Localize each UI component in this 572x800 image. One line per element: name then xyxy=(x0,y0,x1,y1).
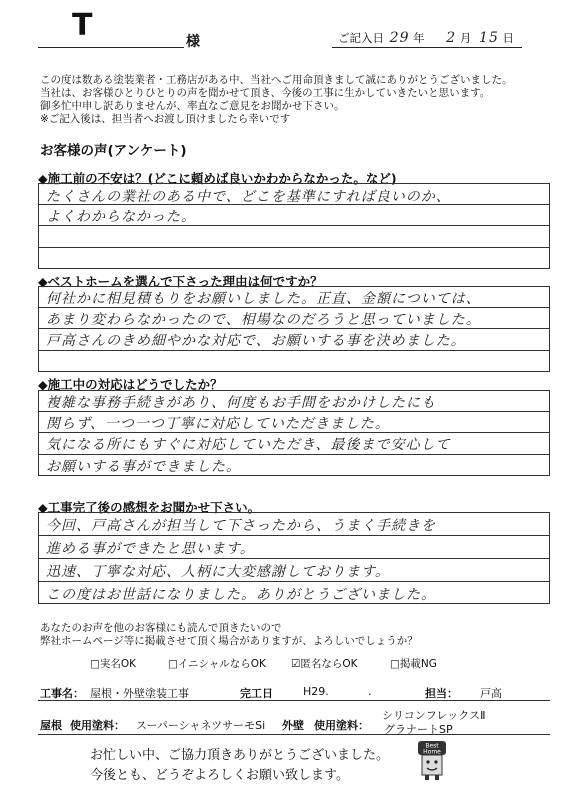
answer-2-line-3: 戸高さんのきめ細やかな対応で、お願いする事を決めました。 xyxy=(46,333,466,349)
checkbox-icon[interactable]: □ xyxy=(390,658,400,670)
work-label: 工事名： xyxy=(40,687,84,700)
wall-label: 外壁 xyxy=(282,719,304,732)
intro-line-1: この度は数ある塗装業者・工務店がある中、当社へご用命頂きまして誠にありがとうございました。 xyxy=(40,74,513,86)
consent-line-1: あなたのお声を他のお客様にも読んで頂きたいので xyxy=(40,622,282,634)
day-unit: 日 xyxy=(502,31,515,45)
date-year: 29 xyxy=(389,30,410,46)
rule xyxy=(38,247,550,248)
month-unit: 月 xyxy=(459,31,472,45)
answer-3-line-3: 気になる所にもすぐに対応していただき、最後まで安心して xyxy=(46,437,451,453)
rule xyxy=(38,535,550,536)
checked-checkbox-icon[interactable]: ☑ xyxy=(291,658,301,670)
answer-4-line-2: 進める事ができたと思います。 xyxy=(46,541,255,557)
question-3-title: ◆施工中の対応はどうでしたか？ xyxy=(38,377,223,392)
date-day: 15 xyxy=(479,30,499,46)
wall-paint-value-1: シリコンフレックスⅡ xyxy=(382,709,486,722)
date-month: 2 xyxy=(446,30,457,46)
honorific: 様 xyxy=(186,34,200,50)
date-label: ご記入日 xyxy=(338,31,384,45)
rule xyxy=(38,581,550,582)
section-title: お客様の声(アンケート) xyxy=(40,143,187,159)
answer-3-line-2: 関らず、一つ一つ丁寧に対応していただきました。 xyxy=(46,416,390,432)
intro-line-2: 当社は、お客様ひとりひとりの声を聞かせて頂き、今後の工事に生かしていきたいと思います。 xyxy=(40,87,491,99)
option-anonymous[interactable] xyxy=(291,656,358,671)
question-4-title: ◆工事完了後の感想をお聞かせ下さい。 xyxy=(38,500,261,515)
year-unit: 年 xyxy=(413,31,425,45)
answer-1-line-1: たくさんの業社のある中で、どこを基準にすれば良いのか、 xyxy=(46,189,451,205)
thanks-line-1: お忙しい中、ご協力頂きありがとうございました。 xyxy=(90,748,390,763)
date-underline xyxy=(332,47,522,48)
roof-paint-label: 使用塗料： xyxy=(70,719,125,732)
date-field xyxy=(338,30,514,46)
intro-line-3: 御多忙中申し訳ありませんが、率直なご意見をお聞かせ下さい。 xyxy=(40,100,345,112)
option-label: 実名OK xyxy=(99,658,137,670)
option-label: イニシャルならOK xyxy=(177,658,266,670)
complete-value: H29. xyxy=(303,685,329,698)
question-1-title: ◆施工前の不安は？(どこに頼めば良いかわからなかった。など) xyxy=(38,171,397,186)
complete-dot: . xyxy=(368,685,372,698)
option-label: 掲載NG xyxy=(399,658,437,670)
consent-line-2: 弊社ホームページ等に掲載させて頂く場合がありますが、よろしいでしょうか？ xyxy=(40,635,418,647)
wall-paint-value-2: グラナートSP xyxy=(384,723,453,736)
option-no-publish[interactable] xyxy=(390,656,437,671)
rule xyxy=(38,350,550,351)
staff-label: 担当： xyxy=(425,687,458,700)
roof-paint-value: スーパーシャネツサーモSi xyxy=(136,719,266,732)
answer-2-line-1: 何社かに相見積もりをお願いしました。正直、金額については、 xyxy=(46,291,481,307)
work-value: 屋根・外壁塗装工事 xyxy=(90,687,189,700)
answer-4-line-3: 迅速、丁寧な対応、人柄に大変感謝しております。 xyxy=(46,564,390,580)
rule xyxy=(38,558,550,559)
answer-1-line-2: よくわからなかった。 xyxy=(46,209,196,225)
paint-underline xyxy=(38,734,550,735)
best-home-logo xyxy=(415,739,449,781)
house-mascot-icon xyxy=(415,739,449,781)
thanks-line-2: 今後とも、どうぞよろしくお願い致します。 xyxy=(90,768,349,783)
answer-4-line-4: この度はお世話になりました。ありがとうございました。 xyxy=(46,587,436,603)
checkbox-icon[interactable]: □ xyxy=(168,658,178,670)
answer-4-line-1: 今回、戸高さんが担当して下さったから、うまく手続きを xyxy=(46,518,436,534)
option-initial[interactable] xyxy=(168,656,266,671)
rule xyxy=(38,454,550,455)
option-label: 匿名ならOK xyxy=(300,658,358,670)
wall-paint-label: 使用塗料： xyxy=(314,719,369,732)
checkbox-icon[interactable]: □ xyxy=(90,658,100,670)
answer-3-line-4: お願いする事ができました。 xyxy=(46,459,241,475)
answer-2-line-2: あまり変わらなかったので、相場なのだろうと思っていました。 xyxy=(46,312,481,328)
customer-name: T xyxy=(72,8,93,43)
roof-label: 屋根 xyxy=(40,719,62,732)
answer-3-line-1: 複雑な事務手続きがあり、何度もお手間をおかけしたにも xyxy=(46,395,436,411)
question-2-title: ◆ベストホームを選んで下さった理由は何ですか？ xyxy=(38,274,323,289)
intro-line-4: ※ご記入後は、担当者へお渡し頂けましたら幸いです xyxy=(40,113,291,125)
logo-text-home: Home xyxy=(423,748,441,756)
logo-text-best: Best xyxy=(425,742,439,750)
option-real-name[interactable] xyxy=(90,656,136,671)
name-underline xyxy=(38,47,184,48)
complete-label: 完工日 xyxy=(240,687,273,700)
staff-value: 戸高 xyxy=(480,687,502,700)
job-underline xyxy=(38,700,550,701)
